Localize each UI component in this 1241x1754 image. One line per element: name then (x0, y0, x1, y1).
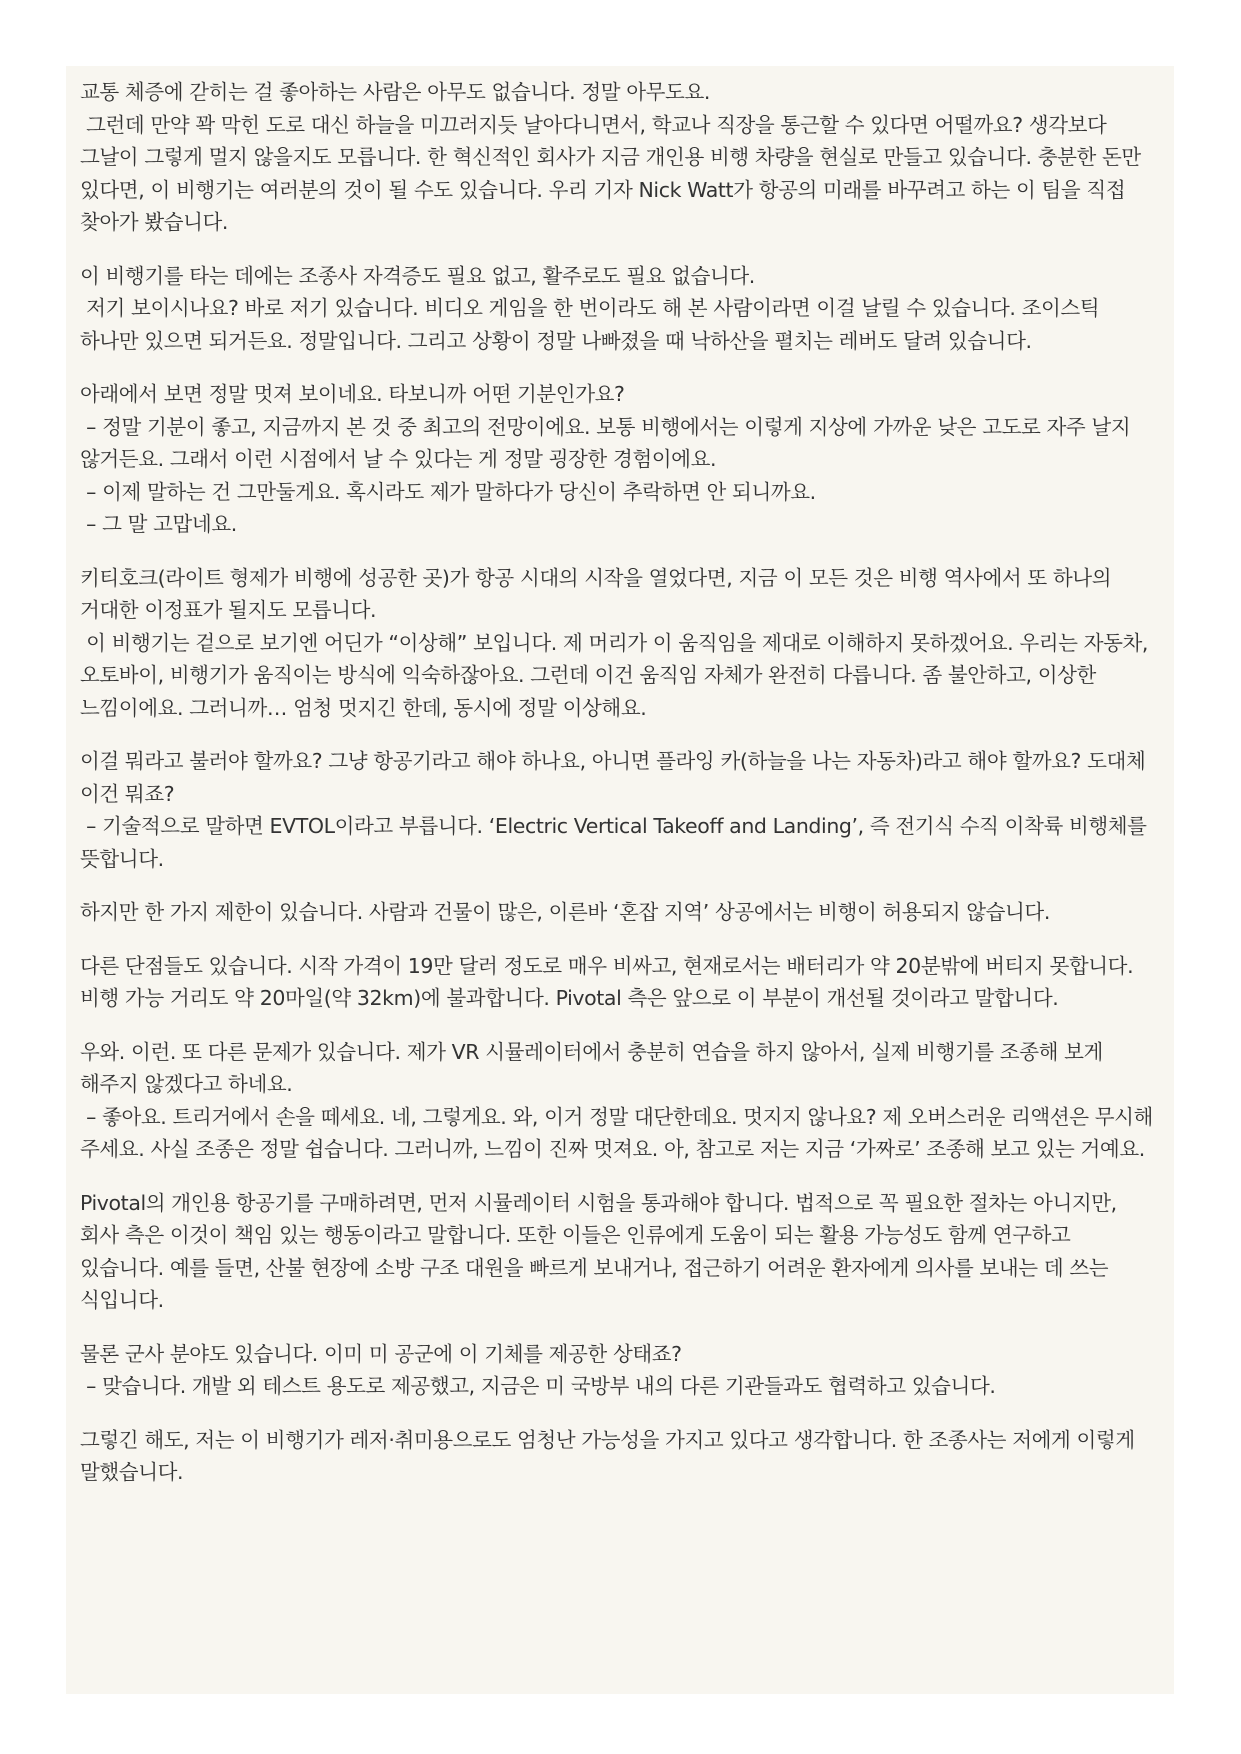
paragraph-line: 그렇긴 해도, 저는 이 비행기가 레저·취미용으로도 엄청난 가능성을 가지고 있다고 생각합니다. 한 조종사는 저에게 이렇게 말했습니다. (80, 1427, 1141, 1484)
article-paragraph (80, 260, 1160, 358)
paragraph-line: 저기 보이시나요? 바로 저기 있습니다. 비디오 게임을 한 번이라도 해 본 사람이라면 이걸 날릴 수 있습니다. 조이스틱 하나만 있으면 되거든요. 정말입니다. 그리고 상황이 정말 나빠졌을 때 낙하산을 펼치는 레버도 달려 있습니다. (80, 296, 1106, 353)
paragraph-line: – 좋아요. 트리거에서 손을 떼세요. 네, 그렇게요. 와, 이거 정말 대단한데요. 멋지지 않나요? 제 오버스러운 리액션은 무시해 주세요. 사실 조종은 정말 쉽습니다. 그러니까, 느낌이 진짜 멋져요. 아, 참고로 저는 지금 ‘가짜로’ 조종해 보고 있는 거예요. (80, 1104, 1160, 1161)
paragraph-line: 이 비행기는 겉으로 보기엔 어딘가 “이상해” 보입니다. 제 머리가 이 움직임을 제대로 이해하지 못하겠어요. 우리는 자동차, 오토바이, 비행기가 움직이는 방식에 익숙하잖아요. 그런데 이건 움직임 자체가 완전히 다릅니다. 좀 불안하고, 이상한 느낌이에요. 그러니까… 엄청 멋지긴 한데, 동시에 정말 이상해요. (80, 630, 1155, 720)
paragraph-line: – 정말 기분이 좋고, 지금까지 본 것 중 최고의 전망이에요. 보통 비행에서는 이렇게 지상에 가까운 낮은 고도로 자주 날지 않거든요. 그래서 이런 시점에서 날 수 있다는 게 정말 굉장한 경험이에요. (80, 414, 1137, 471)
document-page (66, 66, 1174, 1694)
paragraph-line: Pivotal의 개인용 항공기를 구매하려면, 먼저 시뮬레이터 시험을 통과해야 합니다. 법적으로 꼭 필요한 절차는 아니지만, 회사 측은 이것이 책임 있는 행동이라고 말합니다. 또한 이들은 인류에게 도움이 되는 활용 가능성도 함께 연구하고 있습니다. 예를 들면, 산불 현장에 소방 구조 대원을 빠르게 보내거나, 접근하기 어려운 환자에게 의사를 보내는 데 쓰는 식입니다. (80, 1190, 1123, 1312)
article-body (80, 76, 1160, 1489)
paragraph-line: – 이제 말하는 건 그만둘게요. 혹시라도 제가 말하다가 당신이 추락하면 안 되니까요. (80, 479, 816, 504)
paragraph-line: 키티호크(라이트 형제가 비행에 성공한 곳)가 항공 시대의 시작을 열었다면, 지금 이 모든 것은 비행 역사에서 또 하나의 거대한 이정표가 될지도 모릅니다. (80, 565, 1118, 622)
paragraph-line: 아래에서 보면 정말 멋져 보이네요. 타보니까 어떤 기분인가요? (80, 382, 625, 406)
article-paragraph (80, 1036, 1160, 1166)
paragraph-line: 우와. 이런. 또 다른 문제가 있습니다. 제가 VR 시뮬레이터에서 충분히 연습을 하지 않아서, 실제 비행기를 조종해 보게 해주지 않겠다고 하네요. (80, 1039, 1110, 1096)
article-paragraph (80, 896, 1160, 929)
paragraph-line: – 그 말 고맙네요. (80, 512, 237, 536)
article-paragraph (80, 950, 1160, 1015)
paragraph-line: 그런데 만약 꽉 막힌 도로 대신 하늘을 미끄러지듯 날아다니면서, 학교나 직장을 통근할 수 있다면 어떨까요? 생각보다 그날이 그렇게 멀지 않을지도 모릅니다. 한 혁신적인 회사가 지금 개인용 비행 차량을 현실로 만들고 있습니다. 충분한 돈만 있다면, 이 비행기는 여러분의 것이 될 수도 있습니다. 우리 기자 Nick Watt가 항공의 미래를 바꾸려고 하는 이 팀을 직접 찾아가 봤습니다. (80, 112, 1147, 234)
article-paragraph (80, 562, 1160, 725)
paragraph-line: 하지만 한 가지 제한이 있습니다. 사람과 건물이 많은, 이른바 ‘혼잡 지역’ 상공에서는 비행이 허용되지 않습니다. (80, 900, 1050, 924)
paragraph-line: 이걸 뭐라고 불러야 할까요? 그냥 항공기라고 해야 하나요, 아니면 플라잉 카(하늘을 나는 자동차)라고 해야 할까요? 도대체 이건 뭐죠? (80, 749, 1152, 806)
article-paragraph (80, 76, 1160, 239)
paragraph-line: 물론 군사 분야도 있습니다. 이미 미 공군에 이 기체를 제공한 상태죠? (80, 1341, 682, 1366)
paragraph-line: – 맞습니다. 개발 외 테스트 용도로 제공했고, 지금은 미 국방부 내의 다른 기관들과도 협력하고 있습니다. (80, 1374, 996, 1398)
article-paragraph (80, 745, 1160, 875)
paragraph-line: 다른 단점들도 있습니다. 시작 가격이 19만 달러 정도로 매우 비싸고, 현재로서는 배터리가 약 20분밖에 버티지 못합니다. 비행 가능 거리도 약 20마일(약 32km)에 불과합니다. Pivotal 측은 앞으로 이 부분이 개선될 것이라고 말합니다. (80, 953, 1140, 1010)
article-paragraph (80, 1424, 1160, 1489)
article-paragraph (80, 378, 1160, 541)
paragraph-line: 이 비행기를 타는 데에는 조종사 자격증도 필요 없고, 활주로도 필요 없습니다. (80, 263, 755, 288)
article-paragraph (80, 1338, 1160, 1403)
paragraph-line: – 기술적으로 말하면 EVTOL이라고 부릅니다. ‘Electric Vertical Takeoff and Landing’, 즉 전기식 수직 이착륙 비행체를 뜻합니다. (80, 814, 1153, 871)
paragraph-line: 교통 체증에 갇히는 걸 좋아하는 사람은 아무도 없습니다. 정말 아무도요. (80, 80, 710, 104)
article-paragraph (80, 1187, 1160, 1317)
